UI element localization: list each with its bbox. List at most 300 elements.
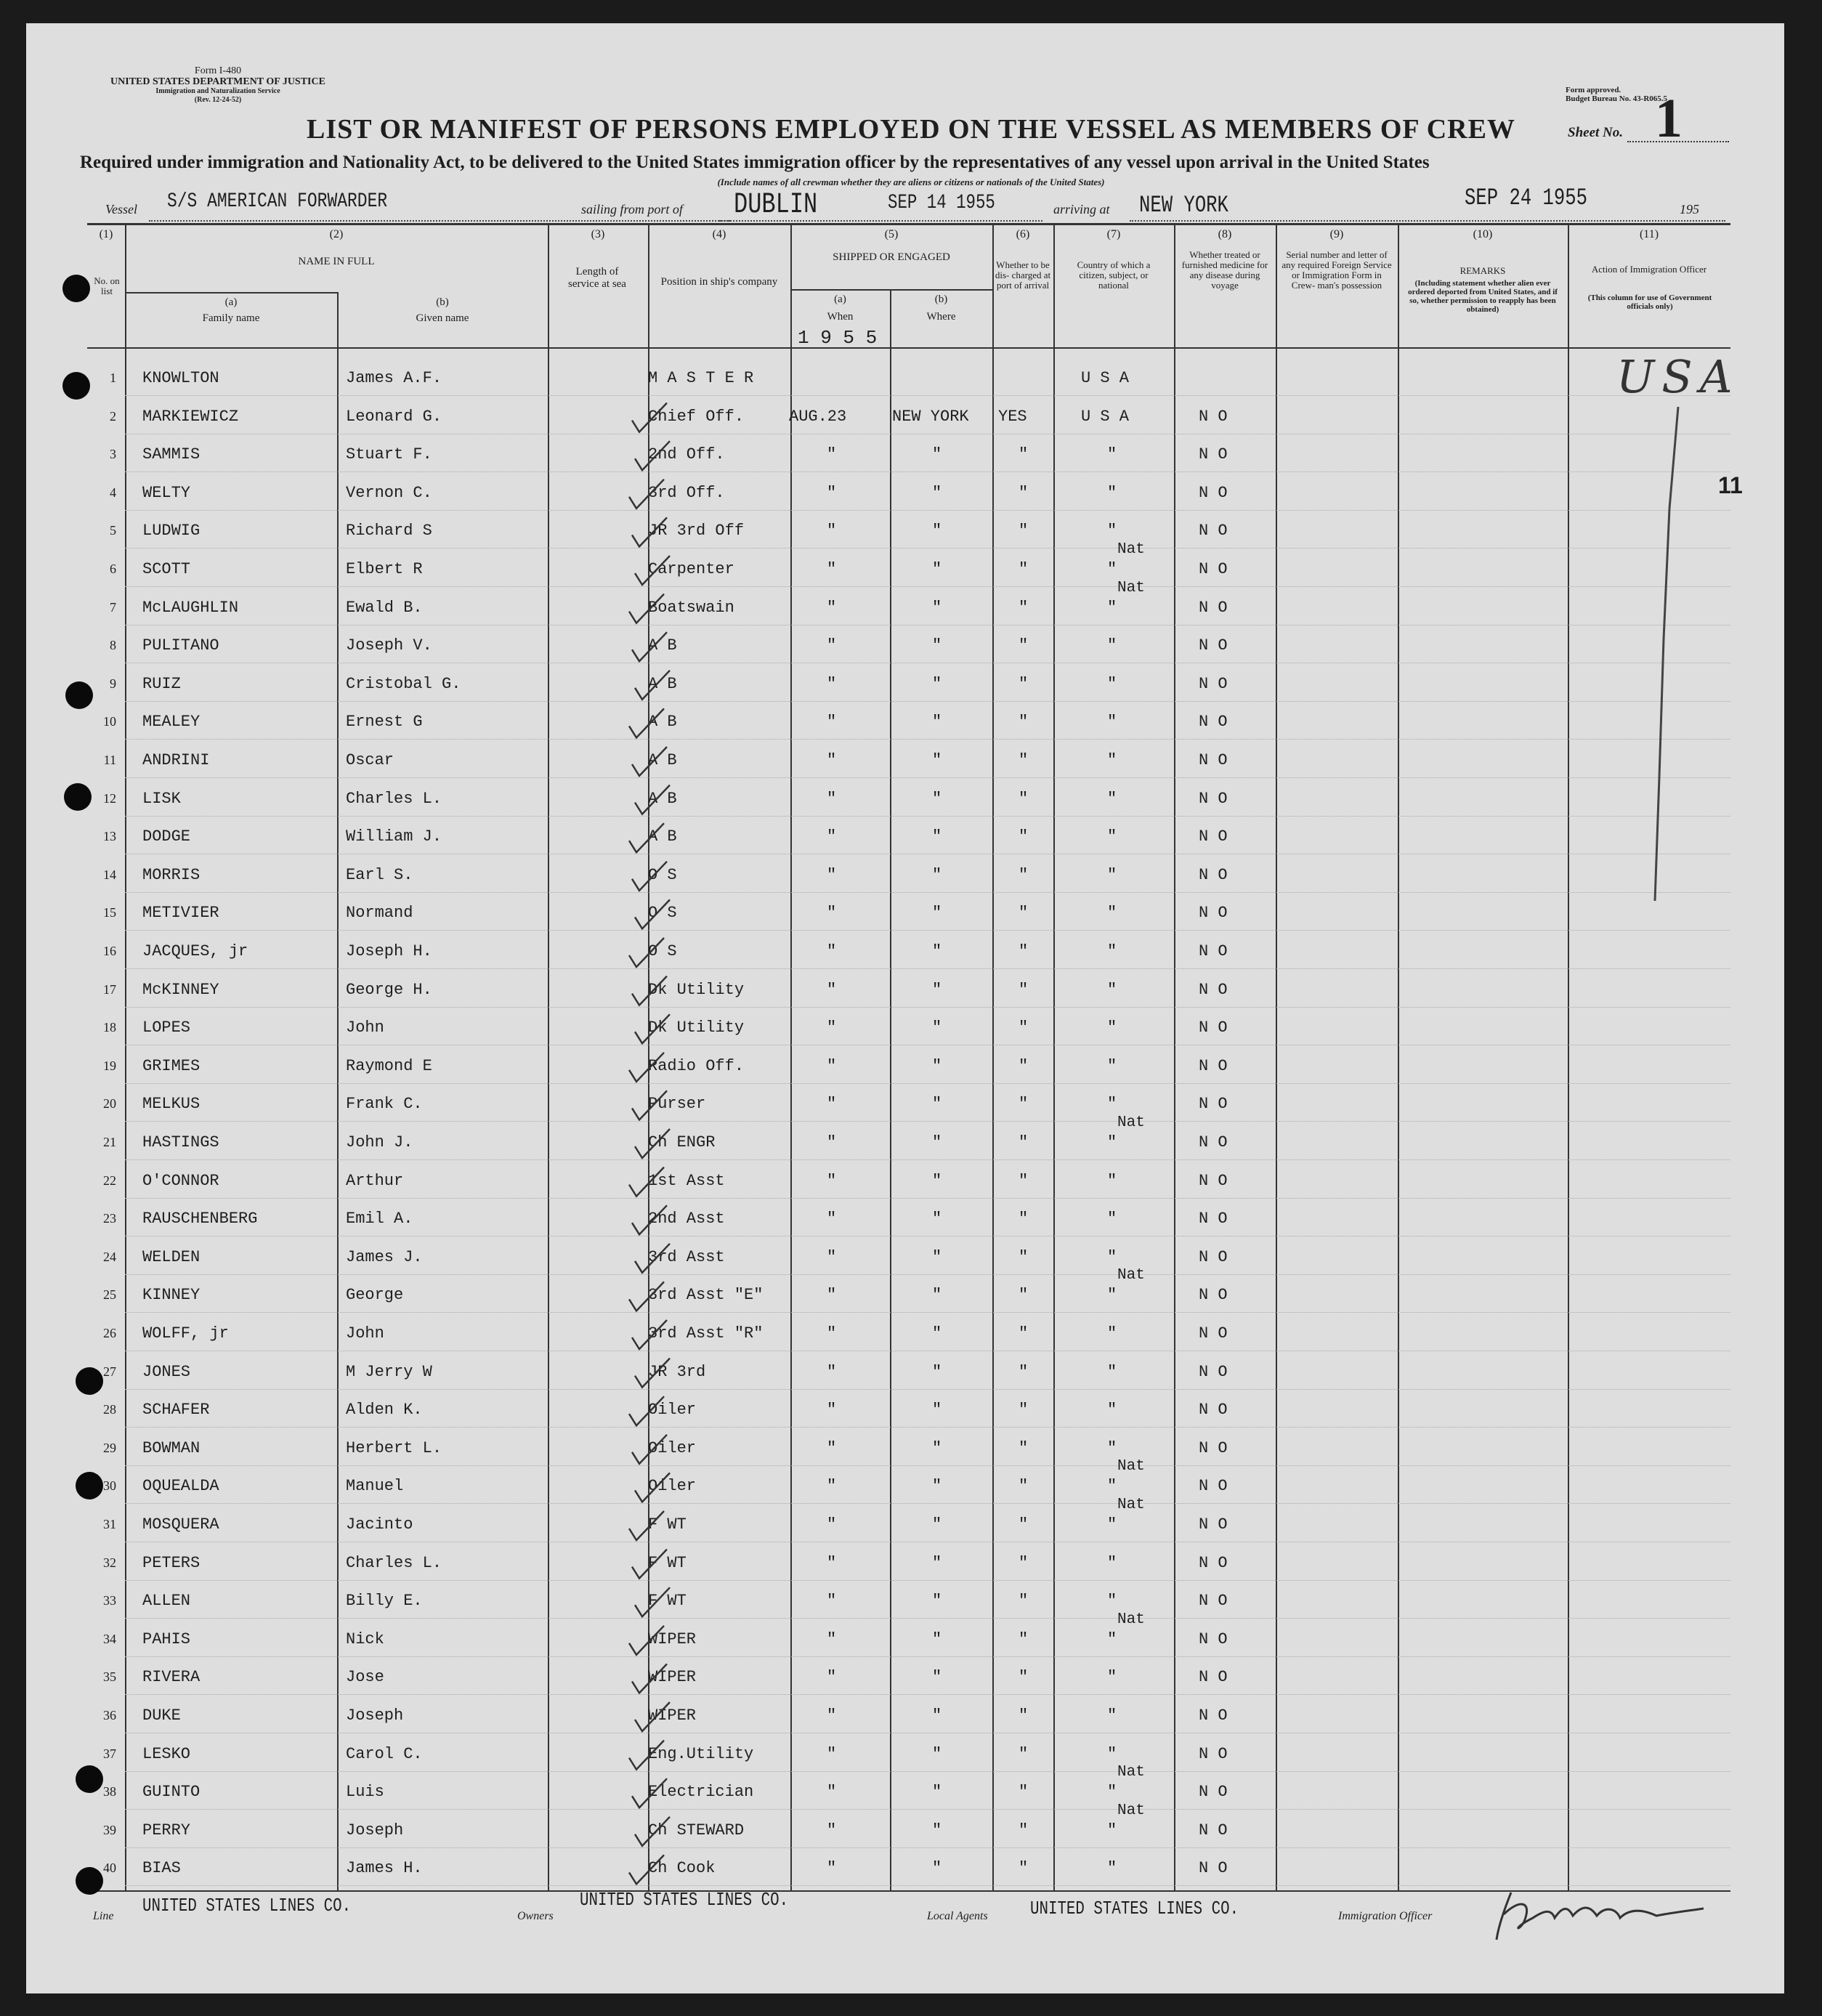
row-number: 18 — [103, 1020, 116, 1035]
punch-hole — [76, 1472, 103, 1499]
row-number: 28 — [103, 1402, 116, 1417]
cell-position: A B — [648, 674, 677, 693]
cell-country: " — [1107, 1438, 1117, 1457]
cell-country: " — [1107, 1095, 1117, 1114]
cell-treated: N O — [1199, 1515, 1228, 1534]
cell-where: " — [932, 1401, 942, 1420]
check-mark — [635, 1473, 670, 1502]
cell-when: " — [827, 1821, 837, 1839]
cell-disch: " — [1019, 1362, 1029, 1381]
cell-treated: N O — [1199, 942, 1228, 960]
cell-country: " — [1107, 865, 1117, 884]
cell-position: Dk Utility — [648, 1019, 745, 1037]
cell-given: James A.F. — [346, 369, 442, 387]
row-number: 17 — [103, 981, 116, 997]
cell-treated: N O — [1199, 1019, 1228, 1037]
cell-when: " — [827, 1438, 837, 1457]
cell-country: " — [1107, 1477, 1117, 1496]
cell-country: " — [1107, 1286, 1117, 1305]
header-family-a: (a) — [224, 296, 238, 308]
cell-when: " — [827, 827, 837, 846]
cell-family: RUIZ — [142, 674, 181, 693]
cell-when: " — [827, 1362, 837, 1381]
row-number: 33 — [103, 1593, 116, 1608]
cell-family: PETERS — [142, 1553, 201, 1572]
cell-country: " — [1107, 713, 1117, 732]
row-number: 4 — [110, 485, 116, 500]
cell-given: Jose — [346, 1668, 384, 1687]
cell-where: " — [932, 1056, 942, 1075]
cell-where: " — [932, 1553, 942, 1572]
cell-when: " — [827, 1707, 837, 1725]
cell-position: O S — [648, 865, 677, 884]
row-number: 16 — [103, 944, 116, 958]
cell-given: Vernon C. — [346, 483, 432, 502]
cell-where: NEW YORK — [892, 407, 969, 426]
cell-family: LISK — [142, 789, 181, 808]
cell-position: 2nd Asst — [648, 1210, 725, 1228]
cell-position: A B — [648, 713, 677, 732]
row-number: 23 — [103, 1211, 116, 1226]
cell-where: " — [932, 1707, 942, 1725]
cell-given: Joseph V. — [346, 636, 432, 655]
cell-treated: N O — [1199, 1247, 1228, 1266]
cell-when: " — [827, 713, 837, 732]
cell-disch: " — [1019, 598, 1029, 617]
cell-given: Charles L. — [346, 789, 442, 808]
vessel-label: Vessel — [105, 202, 137, 216]
cell-family: KNOWLTON — [142, 369, 219, 387]
cell-where: " — [932, 865, 942, 884]
header-no-on-list: No. on list — [94, 275, 120, 296]
cell-family: RAUSCHENBERG — [142, 1210, 258, 1228]
cell-country: " — [1107, 1630, 1117, 1648]
row-number: 9 — [110, 676, 116, 691]
cell-where: " — [932, 713, 942, 732]
row-number: 25 — [103, 1287, 116, 1303]
footer-line: UNITED STATES LINES CO. — [142, 1895, 352, 1916]
cell-family: MORRIS — [142, 865, 201, 884]
cell-given: John — [346, 1019, 384, 1037]
cell-treated: N O — [1199, 789, 1228, 808]
cell-when: " — [827, 904, 837, 923]
check-mark — [632, 1435, 667, 1464]
cell-treated: N O — [1199, 636, 1228, 655]
cell-disch: " — [1019, 1019, 1029, 1037]
cell-disch: " — [1019, 560, 1029, 578]
form-dept: UNITED STATES DEPARTMENT OF JUSTICE — [110, 76, 325, 87]
header-where: Where — [926, 311, 956, 323]
naturalized-note: Nat — [1117, 541, 1145, 558]
cell-treated: N O — [1199, 598, 1228, 617]
cell-given: Manuel — [346, 1477, 404, 1496]
header-remarks-note: (Including statement whether alien ever ordered deported from United States, and if so, whether permission to reapply has been obtained) — [1408, 279, 1558, 314]
punch-hole — [76, 1765, 103, 1793]
check-mark — [629, 1626, 664, 1655]
cell-country: " — [1107, 1744, 1117, 1763]
cell-given: Ewald B. — [346, 598, 423, 617]
check-mark — [635, 1244, 670, 1273]
cell-when: " — [827, 560, 837, 578]
cell-disch: " — [1019, 1668, 1029, 1687]
check-mark — [629, 1282, 664, 1311]
cell-when: " — [827, 1515, 837, 1534]
header-year-written: 1 9 5 5 — [798, 327, 878, 349]
cell-country: " — [1107, 1324, 1117, 1343]
cell-given: Richard S — [346, 522, 432, 541]
header-treated: Whether treated or furnished medicine for any disease during voyage — [1181, 249, 1268, 291]
row-number: 7 — [110, 599, 116, 615]
header-remarks: REMARKS — [1459, 265, 1506, 276]
cell-given: William J. — [346, 827, 442, 846]
cell-position: O S — [648, 904, 677, 923]
row-number: 37 — [103, 1746, 116, 1761]
cell-country: " — [1107, 942, 1117, 960]
cell-when: " — [827, 598, 837, 617]
cell-disch: " — [1019, 1171, 1029, 1190]
cell-when: " — [827, 445, 837, 464]
cell-treated: N O — [1199, 1095, 1228, 1114]
cell-position: A B — [648, 751, 677, 769]
cell-when: " — [827, 1859, 837, 1878]
check-mark — [632, 403, 667, 432]
header-name-in-full: NAME IN FULL — [298, 256, 375, 267]
row-number: 20 — [103, 1096, 116, 1112]
header-action: Action of Immigration Officer — [1591, 264, 1707, 275]
row-number: 15 — [103, 905, 116, 920]
punch-hole — [62, 372, 90, 400]
cell-where: " — [932, 674, 942, 693]
footer-agents: UNITED STATES LINES CO. — [1030, 1898, 1239, 1919]
check-mark — [635, 785, 670, 814]
check-mark — [635, 1817, 670, 1846]
colnum-1: (1) — [99, 228, 113, 240]
cell-country: " — [1107, 1210, 1117, 1228]
cell-disch: " — [1019, 1247, 1029, 1266]
cell-position: F WT — [648, 1515, 687, 1534]
cell-family: JACQUES, jr — [142, 942, 248, 960]
cell-treated: N O — [1199, 713, 1228, 732]
cell-country: " — [1107, 1056, 1117, 1075]
colnum-5: (5) — [884, 228, 899, 240]
cell-position: WIPER — [648, 1668, 697, 1687]
cell-country: " — [1107, 1247, 1117, 1266]
cell-given: Normand — [346, 904, 413, 923]
cell-family: MARKIEWICZ — [142, 407, 239, 426]
sailing-label: sailing from port of — [581, 202, 683, 216]
cell-position: WIPER — [648, 1630, 697, 1648]
row-number: 22 — [103, 1173, 116, 1188]
cell-where: " — [932, 1744, 942, 1763]
header-shipped: SHIPPED OR ENGAGED — [833, 251, 950, 263]
cell-when: " — [827, 1019, 837, 1037]
cell-given: Nick — [346, 1630, 384, 1648]
cell-treated: N O — [1199, 1859, 1228, 1878]
cell-country: " — [1107, 560, 1117, 578]
cell-family: McKINNEY — [142, 980, 219, 999]
check-mark — [635, 1587, 670, 1616]
cell-country: " — [1107, 1668, 1117, 1687]
check-mark — [629, 708, 664, 737]
cell-disch: " — [1019, 1859, 1029, 1878]
cell-position: A B — [648, 636, 677, 655]
cell-treated: N O — [1199, 1592, 1228, 1611]
cell-treated: N O — [1199, 1477, 1228, 1496]
cell-family: OQUEALDA — [142, 1477, 219, 1496]
cell-when: " — [827, 1324, 837, 1343]
cell-where: " — [932, 827, 942, 846]
cell-position: Oiler — [648, 1401, 697, 1420]
cell-family: WOLFF, jr — [142, 1324, 229, 1343]
cell-given: Herbert L. — [346, 1438, 442, 1457]
cell-country: " — [1107, 445, 1117, 464]
check-mark — [632, 747, 667, 776]
cell-where: " — [932, 751, 942, 769]
cell-disch: " — [1019, 713, 1029, 732]
arrival-date: SEP 24 1955 — [1465, 185, 1587, 211]
cell-treated: N O — [1199, 445, 1228, 464]
cell-where: " — [932, 1286, 942, 1305]
cell-family: HASTINGS — [142, 1133, 219, 1151]
cell-treated: N O — [1199, 1668, 1228, 1687]
cell-treated: N O — [1199, 1707, 1228, 1725]
cell-given: John J. — [346, 1133, 413, 1151]
cell-treated: N O — [1199, 407, 1228, 426]
sailing-port: DUBLIN — [734, 189, 818, 222]
check-mark — [635, 1359, 670, 1388]
cell-disch: " — [1019, 636, 1029, 655]
cell-family: O'CONNOR — [142, 1171, 219, 1190]
cell-given: Luis — [346, 1783, 384, 1802]
cell-given: George H. — [346, 980, 432, 999]
row-number: 30 — [103, 1478, 116, 1494]
cell-disch: " — [1019, 827, 1029, 846]
cell-treated: N O — [1199, 1821, 1228, 1839]
cell-position: 2nd Off. — [648, 445, 725, 464]
check-mark — [632, 1320, 667, 1349]
cell-where: " — [932, 560, 942, 578]
cell-country: U S A — [1081, 369, 1130, 387]
cell-treated: N O — [1199, 1171, 1228, 1190]
cell-family: JONES — [142, 1362, 191, 1381]
cell-where: " — [932, 445, 942, 464]
cell-when: " — [827, 1210, 837, 1228]
cell-given: Jacinto — [346, 1515, 413, 1534]
cell-where: " — [932, 904, 942, 923]
cell-disch: " — [1019, 1707, 1029, 1725]
cell-country: " — [1107, 1171, 1117, 1190]
check-mark — [629, 1053, 664, 1082]
cell-disch: " — [1019, 1477, 1029, 1496]
punch-hole — [64, 783, 92, 811]
row-number: 5 — [110, 523, 116, 538]
cell-given: Emil A. — [346, 1210, 413, 1228]
row-number: 34 — [103, 1631, 116, 1646]
header-where-b: (b) — [934, 294, 948, 305]
cell-treated: N O — [1199, 1324, 1228, 1343]
cell-where: " — [932, 1362, 942, 1381]
cell-position: Radio Off. — [648, 1056, 745, 1075]
include-note: (Include names of all crewman whether they are aliens or citizens or nationals of the United States) — [717, 177, 1105, 187]
cell-disch: " — [1019, 522, 1029, 541]
cell-when: " — [827, 1247, 837, 1266]
cell-treated: N O — [1199, 1438, 1228, 1457]
cell-when: " — [827, 1171, 837, 1190]
colnum-6: (6) — [1016, 228, 1030, 240]
cell-when: " — [827, 751, 837, 769]
cell-country: " — [1107, 1019, 1117, 1037]
check-mark — [629, 823, 664, 852]
colnum-3: (3) — [591, 228, 605, 240]
cell-where: " — [932, 1171, 942, 1190]
check-mark — [629, 938, 664, 967]
cell-where: " — [932, 980, 942, 999]
row-number: 32 — [103, 1555, 116, 1570]
footer-owners: UNITED STATES LINES CO. — [580, 1889, 789, 1911]
cell-when: " — [827, 1553, 837, 1572]
check-mark — [629, 1741, 664, 1770]
cell-position: Ch Cook — [648, 1859, 716, 1878]
cell-country: " — [1107, 904, 1117, 923]
cell-where: " — [932, 1668, 942, 1687]
check-mark — [635, 899, 670, 928]
row-number: 36 — [103, 1708, 116, 1722]
cell-treated: N O — [1199, 1362, 1228, 1381]
check-mark — [632, 632, 667, 661]
form-number: Form I-480 — [194, 65, 242, 76]
cell-where: " — [932, 1247, 942, 1266]
check-mark — [632, 1550, 667, 1579]
cell-where: " — [932, 1095, 942, 1114]
cell-disch: " — [1019, 942, 1029, 960]
cell-country: " — [1107, 1401, 1117, 1420]
check-mark — [632, 1664, 667, 1693]
cell-treated: N O — [1199, 1401, 1228, 1420]
header-length: Length of service at sea — [568, 266, 626, 290]
check-mark — [635, 441, 670, 470]
cell-given: Ernest G — [346, 713, 423, 732]
row-number: 39 — [103, 1822, 116, 1837]
cell-given: Charles L. — [346, 1553, 442, 1572]
cell-treated: N O — [1199, 827, 1228, 846]
naturalized-note: Nat — [1117, 1114, 1145, 1131]
cell-family: LUDWIG — [142, 522, 201, 541]
cell-family: BOWMAN — [142, 1438, 201, 1457]
cell-family: PULITANO — [142, 636, 219, 655]
colnum-10: (10) — [1473, 228, 1493, 240]
cell-country: " — [1107, 1821, 1117, 1839]
cell-disch: " — [1019, 1515, 1029, 1534]
check-mark — [629, 1511, 664, 1540]
cell-family: KINNEY — [142, 1286, 201, 1305]
check-mark — [629, 1855, 664, 1884]
punch-hole — [76, 1367, 103, 1395]
cell-when: " — [827, 1095, 837, 1114]
cell-when: " — [827, 1744, 837, 1763]
cell-where: " — [932, 598, 942, 617]
cell-treated: N O — [1199, 1286, 1228, 1305]
cell-family: PAHIS — [142, 1630, 191, 1648]
cell-where: " — [932, 1821, 942, 1839]
cell-disch: " — [1019, 445, 1029, 464]
cell-country: " — [1107, 598, 1117, 617]
cell-family: DODGE — [142, 827, 191, 846]
cell-position: Purser — [648, 1095, 706, 1114]
cell-position: A B — [648, 827, 677, 846]
cell-disch: " — [1019, 1210, 1029, 1228]
sheet-no-label: Sheet No. — [1568, 125, 1623, 140]
header-discharged: Whether to be dis- charged at port of arrival — [995, 259, 1051, 291]
row-number: 8 — [110, 638, 116, 653]
cell-when: " — [827, 942, 837, 960]
cell-family: LOPES — [142, 1019, 191, 1037]
cell-where: " — [932, 636, 942, 655]
cell-disch: " — [1019, 904, 1029, 923]
cell-when: " — [827, 1668, 837, 1687]
naturalized-note: Nat — [1117, 1267, 1145, 1284]
cell-country: " — [1107, 1783, 1117, 1802]
row-number: 14 — [103, 867, 116, 882]
cell-treated: N O — [1199, 483, 1228, 502]
cell-treated: N O — [1199, 1553, 1228, 1572]
cell-family: PERRY — [142, 1821, 191, 1839]
cell-disch: " — [1019, 1056, 1029, 1075]
cell-family: RIVERA — [142, 1668, 201, 1687]
cell-where: " — [932, 1133, 942, 1151]
cell-treated: N O — [1199, 904, 1228, 923]
handwritten-vertical-line — [1649, 400, 1693, 908]
row-number: 31 — [103, 1517, 116, 1531]
punch-hole — [65, 681, 93, 709]
colnum-2: (2) — [329, 228, 344, 240]
colnum-9: (9) — [1329, 228, 1344, 240]
cell-family: WELDEN — [142, 1247, 201, 1266]
check-mark — [629, 1167, 664, 1197]
colnum-4: (4) — [712, 228, 726, 240]
cell-where: " — [932, 483, 942, 502]
cell-given: Raymond E — [346, 1056, 432, 1075]
cell-where: " — [932, 1477, 942, 1496]
cell-family: GRIMES — [142, 1056, 201, 1075]
cell-when: " — [827, 789, 837, 808]
page-mark: 11 — [1718, 472, 1743, 498]
cell-position: 1st Asst — [648, 1171, 725, 1190]
check-mark — [632, 976, 667, 1005]
row-number: 35 — [103, 1669, 116, 1685]
cell-when: " — [827, 1477, 837, 1496]
cell-when: " — [827, 483, 837, 502]
cell-disch: YES — [998, 407, 1027, 426]
cell-disch: " — [1019, 1783, 1029, 1802]
header-position: Position in ship's company — [660, 276, 778, 288]
cell-position: Eng.Utility — [648, 1744, 754, 1763]
cell-treated: N O — [1199, 1783, 1228, 1802]
cell-family: BIAS — [142, 1859, 181, 1878]
cell-family: GUINTO — [142, 1783, 201, 1802]
header-family-name: Family name — [202, 312, 260, 324]
cell-disch: " — [1019, 1630, 1029, 1648]
budget-text: Budget Bureau No. 43-R065.5 — [1566, 94, 1668, 103]
cell-disch: " — [1019, 1744, 1029, 1763]
page-subtitle: Required under immigration and Nationality Act, to be delivered to the United States immigration officer by the representatives of any vessel upon arrival in the United States — [80, 153, 1430, 172]
cell-treated: N O — [1199, 1630, 1228, 1648]
sheet-no-value: 1 — [1655, 88, 1683, 149]
cell-disch: " — [1019, 1821, 1029, 1839]
cell-when: " — [827, 1630, 837, 1648]
header-when-a: (a) — [834, 294, 846, 305]
cell-disch: " — [1019, 1095, 1029, 1114]
cell-country: " — [1107, 1133, 1117, 1151]
